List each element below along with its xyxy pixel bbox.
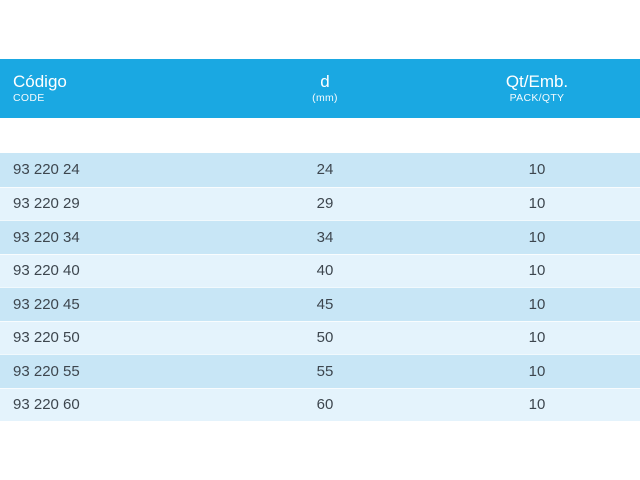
column-header-qty-secondary: PACK/QTY — [509, 92, 565, 104]
cell-qty: 10 — [528, 228, 546, 246]
cell-d: 29 — [316, 195, 334, 213]
cell-code: 93 220 34 — [13, 228, 80, 246]
cell-code: 93 220 50 — [13, 329, 80, 347]
column-header-qty — [450, 72, 640, 105]
column-header-code — [0, 72, 200, 105]
cell-code: 93 220 29 — [13, 195, 80, 213]
column-header-d-primary: d — [320, 72, 330, 91]
table-row — [0, 187, 640, 221]
table-row — [0, 287, 640, 321]
cell-d: 50 — [316, 329, 334, 347]
cell-d: 55 — [316, 362, 334, 380]
table-row — [0, 153, 640, 187]
cell-qty: 10 — [528, 262, 546, 280]
cell-qty: 10 — [528, 295, 546, 313]
cell-d: 45 — [316, 295, 334, 313]
cell-qty: 10 — [528, 396, 546, 414]
cell-code: 93 220 55 — [13, 362, 80, 380]
table-row — [0, 354, 640, 388]
header-body-gap — [0, 118, 640, 153]
table-row — [0, 388, 640, 422]
table-row — [0, 220, 640, 254]
cell-code: 93 220 24 — [13, 161, 80, 179]
column-header-code-primary: Código — [13, 72, 67, 91]
table-body — [0, 153, 640, 421]
cell-qty: 10 — [528, 195, 546, 213]
cell-qty: 10 — [528, 329, 546, 347]
table-row — [0, 254, 640, 288]
cell-code: 93 220 60 — [13, 396, 80, 414]
cell-d: 24 — [316, 161, 334, 179]
cell-d: 40 — [316, 262, 334, 280]
cell-code: 93 220 45 — [13, 295, 80, 313]
cell-qty: 10 — [528, 362, 546, 380]
table-row — [0, 321, 640, 355]
cell-d: 34 — [316, 228, 334, 246]
column-header-d-secondary: (mm) — [312, 92, 338, 104]
cell-code: 93 220 40 — [13, 262, 80, 280]
table-header-row — [0, 59, 640, 118]
column-header-qty-primary: Qt/Emb. — [505, 72, 569, 91]
cell-qty: 10 — [528, 161, 546, 179]
product-table — [0, 59, 640, 421]
column-header-d — [200, 72, 450, 105]
column-header-code-secondary: CODE — [13, 92, 45, 104]
cell-d: 60 — [316, 396, 334, 414]
